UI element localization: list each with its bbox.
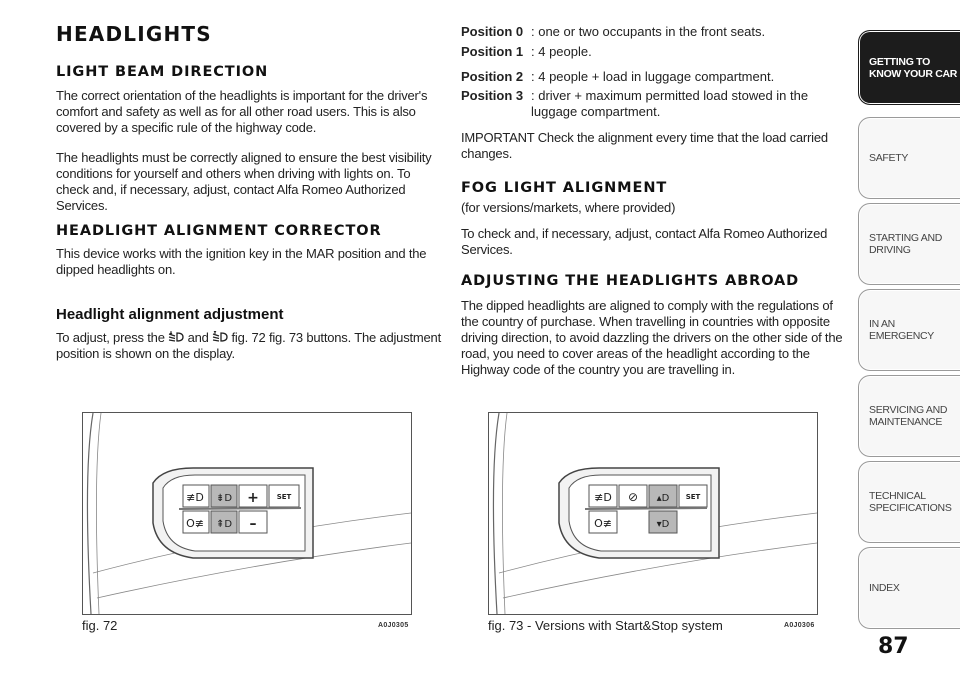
svg-text:▾D: ▾D [656, 519, 670, 530]
figure-72 [82, 412, 412, 615]
svg-text:+: + [247, 490, 259, 506]
tab-servicing-and-maintenance[interactable] [858, 375, 960, 457]
tab-label: INDEX [869, 582, 900, 594]
adjust-text-a: To adjust, press the [56, 330, 165, 345]
fog-light-subtitle: (for versions/markets, where provided) [461, 200, 676, 215]
fig-73-illustration [489, 413, 817, 614]
important-note: IMPORTANT Check the alignment every time that the load carried changes. [461, 130, 828, 161]
tab-label: IN AN EMERGENCY [869, 318, 934, 342]
tab-safety[interactable] [858, 117, 960, 199]
figure-73 [488, 412, 818, 615]
alignment-adjustment-paragraph [56, 330, 444, 362]
position-0-label: Position 0 [461, 24, 524, 39]
adjust-text-b: and [187, 330, 209, 345]
svg-text:–: – [249, 516, 257, 532]
position-3-row [461, 88, 809, 119]
fig-73-set-label: SET [685, 493, 701, 501]
page-title: HEADLIGHTS [56, 22, 212, 46]
position-1-text: : 4 people. [531, 44, 592, 59]
svg-text:O≢: O≢ [186, 517, 204, 530]
fig-73-code: A0J0306 [784, 622, 815, 629]
headlight-down-icon [168, 330, 184, 345]
tab-technical-specifications[interactable] [858, 461, 960, 543]
light-beam-paragraph-2: The headlights must be correctly aligned to ensure the best visibility conditions for yourself and others when driving with lights on. To check and, if necessary, adjust, contact Alfa Romeo Authorized Services. [56, 150, 432, 213]
alignment-corrector-paragraph: This device works with the ignition key in the MAR position and the dipped headlights on. [56, 246, 427, 277]
svg-text:⇟D: ⇟D [215, 493, 233, 504]
position-2-row [461, 69, 775, 85]
tab-getting-to-know-your-car[interactable] [858, 30, 960, 105]
light-beam-paragraph-1: The correct orientation of the headlights is important for the driver's comfort and safety as well as for all other road users. This is also covered by a specific rule of the highway code. [56, 88, 428, 135]
tab-label: STARTING AND DRIVING [869, 232, 943, 256]
fog-light-paragraph: To check and, if necessary, adjust, contact Alfa Romeo Authorized Services. [461, 226, 828, 257]
position-3-text: : driver + maximum permitted load stowed in the luggage compartment. [531, 88, 809, 119]
position-0-text: : one or two occupants in the front seats. [531, 24, 766, 39]
position-1-row [461, 44, 592, 60]
adjust-text-c: fig. 72 fig. 73 buttons. The adjustment position is shown on the display. [56, 330, 442, 361]
tab-label: GETTING TO KNOW YOUR CAR [869, 55, 958, 80]
section-heading-abroad: ADJUSTING THE HEADLIGHTS ABROAD [461, 273, 800, 289]
section-heading-light-beam: LIGHT BEAM DIRECTION [56, 64, 269, 80]
fig-73-caption: fig. 73 - Versions with Start&Stop system [488, 618, 723, 633]
headlight-up-icon [212, 330, 228, 345]
tab-label: TECHNICAL SPECIFICATIONS [869, 490, 952, 514]
svg-text:≢D: ≢D [186, 491, 204, 504]
fig-72-caption: fig. 72 [82, 618, 118, 633]
tab-label: SAFETY [869, 152, 909, 164]
tab-starting-and-driving[interactable] [858, 203, 960, 285]
position-2-text: : 4 people + load in luggage compartment. [531, 69, 775, 84]
section-heading-fog-light: FOG LIGHT ALIGNMENT [461, 180, 668, 196]
position-1-label: Position 1 [461, 44, 524, 59]
svg-text:O≢: O≢ [594, 517, 612, 530]
svg-text:▴D: ▴D [656, 493, 670, 504]
tab-index[interactable] [858, 547, 960, 629]
tab-label: SERVICING AND MAINTENANCE [869, 404, 948, 428]
fig-72-code: A0J0305 [378, 622, 409, 629]
svg-text:≢D: ≢D [594, 491, 612, 504]
fig-72-set-label: SET [276, 493, 292, 501]
svg-text:⇞D: ⇞D [215, 519, 233, 530]
svg-text:⊘: ⊘ [627, 490, 639, 504]
page-number: 87 [878, 634, 909, 659]
fig-72-illustration [83, 413, 411, 614]
subheading-alignment-adjustment: Headlight alignment adjustment [56, 306, 284, 323]
abroad-paragraph: The dipped headlights are aligned to comply with the regulations of the country of purchase. When travelling in countries with opposite driving direction, to avoid dazzling the drivers on the other side of the road, you need to cover areas of the headlight according to the Highway code of the country you are travelling in. [461, 298, 843, 377]
position-3-label: Position 3 [461, 88, 524, 103]
position-0-row [461, 24, 766, 40]
section-heading-alignment-corrector: HEADLIGHT ALIGNMENT CORRECTOR [56, 223, 382, 239]
tab-in-an-emergency[interactable] [858, 289, 960, 371]
position-2-label: Position 2 [461, 69, 524, 84]
